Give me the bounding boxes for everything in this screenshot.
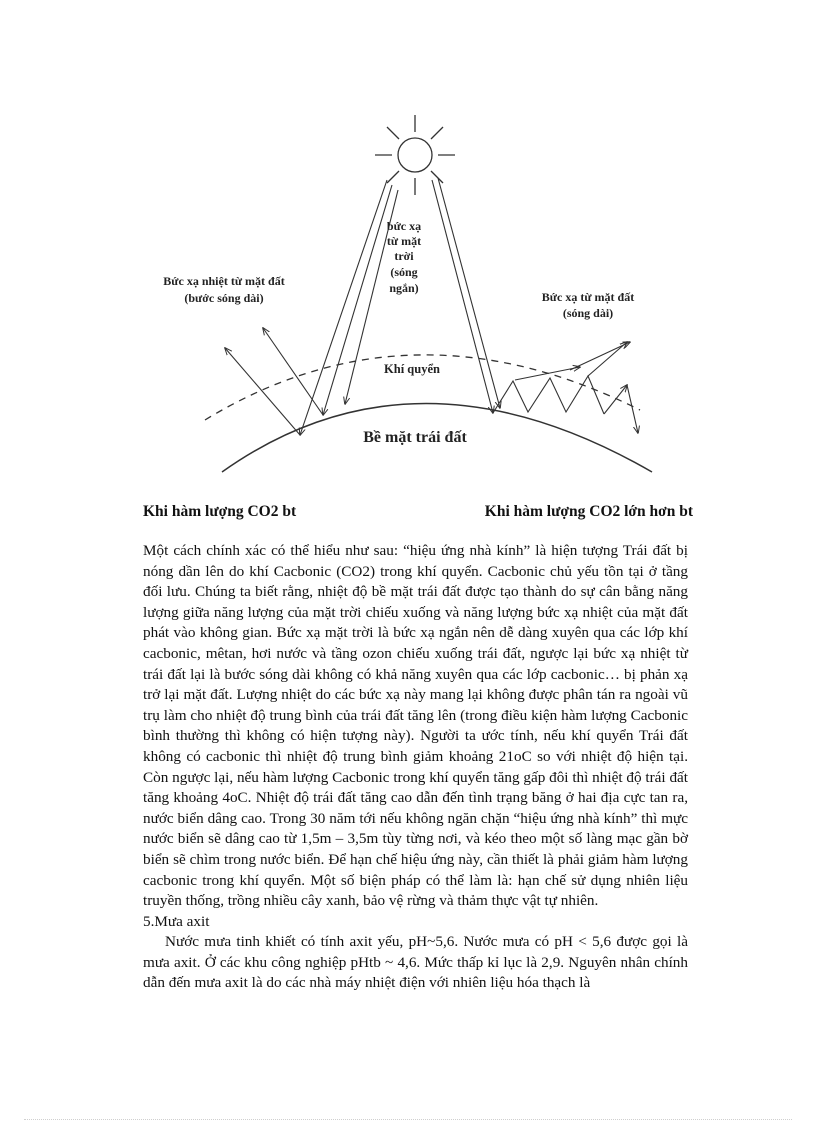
diagram-svg	[140, 110, 680, 485]
incoming-rays-left	[300, 180, 398, 435]
incoming-rays-right	[432, 178, 500, 413]
greenhouse-paragraph: Một cách chính xác có thể hiểu như sau: “hiệu ứng nhà kính” là hiện tượng Trái đất bị nóng dần lên do khí Cacbonic (CO2) trong khí quyển. Cacbonic chủ yếu tồn tại ở tầng đối lưu. Chúng ta biết rằng, nhiệt độ bề mặt trái đất được tạo thành do sự cân bằng năng lượng giữa năng lượng của mặt trời chiếu xuống và năng lượng bức xạ nhiệt của mặt đất phát vào không gian. Bức xạ mặt trời là bức xạ ngắn nên dễ dàng xuyên qua các lớp khí cacbonic, mêtan, hơi nước và tầng ozon chiếu xuống trái đất, ngược lại bức xạ nhiệt từ trái đất lại là bước sóng dài không có khả năng xuyên qua các lớp cacbonic… bị phản xạ trở lại mặt đất. Lượng nhiệt do các bức xạ này mang lại không được phân tán ra ngoài vũ trụ làm cho nhiệt độ trung bình của trái đất tăng lên (trong điều kiện hàm lượng Cacbonic bình thường thì không có hiện tượng này). Người ta ước tính, nếu khí quyển Trái đất không có cacbonic thì nhiệt độ trung bình giảm khoảng 21oC so với nhiệt độ hiện tại. Còn ngược lại, nếu hàm lượng Cacbonic trong khí quyển tăng gấp đôi thì nhiệt độ trái đất tăng khoảng 4oC. Nhiệt độ trái đất tăng cao dẫn đến tình trạng băng ở hai địa cực tan ra, nước biển dâng cao. Trong 30 năm tới nếu không ngăn chặn “hiệu ứng nhà kính” thì mực nước biển sẽ dâng cao từ 1,5m – 3,5m tùy từng nơi, và kéo theo một số làng mạc gần bờ biển sẽ chìm trong nước biển. Để hạn chế hiệu ứng này, cần thiết là phải giảm hàm lượng cacbonic trong khí quyển. Một số biện pháp có thể làm là: hạn chế sử dụng nhiên liệu truyền thống, trồng nhiều cây xanh, bảo vệ rừng và thảm thực vật tự nhiên.	[143, 542, 688, 910]
right-trapped-radiation	[493, 342, 638, 433]
section-heading-acid-rain: 5.Mưa axit	[143, 912, 210, 930]
earth-surface-label: Bề mặt trái đất	[363, 429, 467, 446]
sun-icon	[375, 115, 455, 195]
greenhouse-effect-diagram	[140, 110, 680, 485]
right-label-line-1: Bức xạ từ mặt đất	[541, 290, 635, 304]
right-label-line-2: (sóng dài)	[562, 306, 614, 320]
sun-label-line-5: ngắn)	[389, 281, 419, 295]
diagram-captions	[143, 503, 693, 527]
caption-high-co2: Khi hàm lượng CO2 lớn hơn bt	[484, 503, 693, 520]
left-reflected-radiation	[225, 328, 323, 435]
caption-normal-co2: Khi hàm lượng CO2 bt	[143, 503, 297, 520]
atmosphere-label: Khí quyển	[384, 362, 440, 376]
sun-label-line-2: từ mặt	[386, 234, 422, 248]
body-text	[143, 541, 688, 994]
sun-radiation-label	[387, 219, 421, 295]
sun-label-line-1: bức xạ	[386, 219, 422, 233]
acid-rain-paragraph: Nước mưa tinh khiết có tính axit yếu, pH~5,6. Nước mưa có pH < 5,6 được gọi là mưa axit. Ở các khu công nghiệp pHtb ~ 4,6. Mức thấp kỉ lục là 2,9. Nguyên nhân chính dẫn đến mưa axit là do các nhà máy nhiệt điện với nhiên liệu hóa thạch là	[143, 933, 688, 992]
left-label-line-2: (bước sóng dài)	[184, 291, 264, 305]
left-label-line-1: Bức xạ nhiệt từ mặt đất	[163, 274, 285, 288]
sun-label-line-3: trời	[394, 249, 414, 263]
page-bottom-rule	[24, 1119, 792, 1120]
sun-label-line-4: (sóng	[390, 265, 418, 279]
left-radiation-label	[163, 274, 284, 305]
right-radiation-label	[542, 290, 634, 320]
